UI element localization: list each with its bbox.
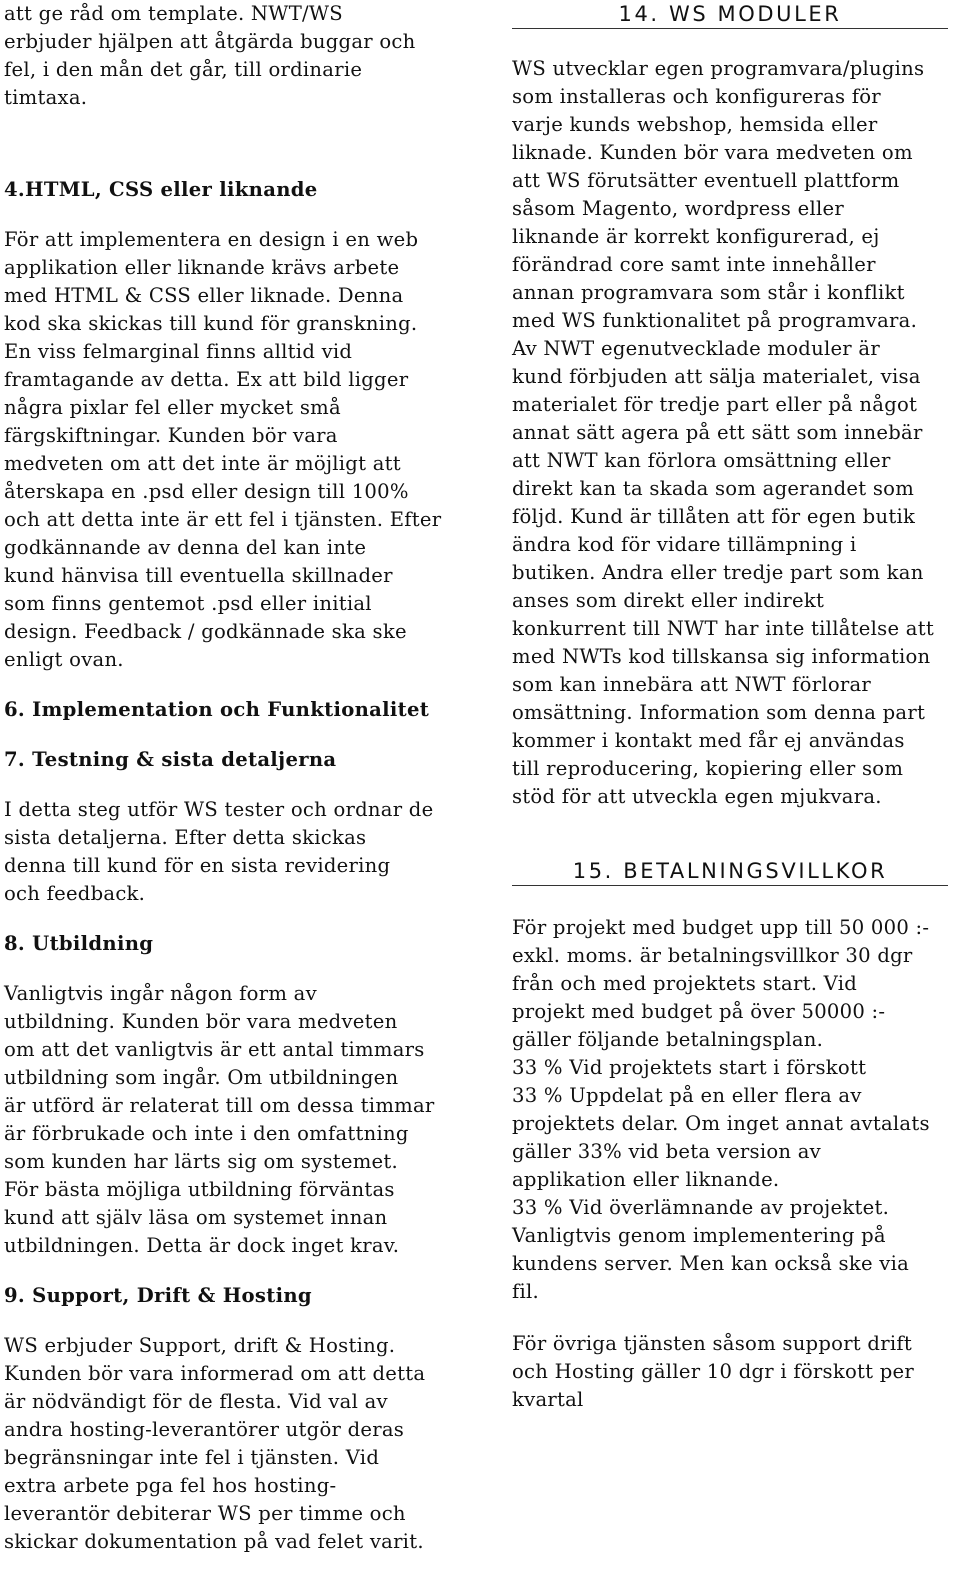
section-14-heading-bar — [512, 0, 948, 29]
section-8-body: Vanligtvis ingår någon form av utbildning. Kunden bör vara medveten om att det vanligtvis är ett antal timmars utbildning som ingår. Om utbildningen är utförd är relaterat till om dessa timmar är förbrukade och inte i den omfattning som kunden har lärts sig om systemet. För bästa möjliga utbildning förväntas kund att själv läsa om systemet innan utbildningen. Detta är dock inget krav. — [4, 982, 435, 1257]
section-15-body-extra: För övriga tjänsten såsom support drift och Hosting gäller 10 dgr i förskott per kvartal — [512, 1332, 914, 1411]
section-4-heading: 4.HTML, CSS eller liknande — [4, 178, 318, 201]
section-6-heading: 6. Implementation och Funktionalitet — [4, 698, 430, 721]
section-15-body: För projekt med budget upp till 50 000 :- exkl. moms. är betalningsvillkor 30 dgr från och med projektets start. Vid projekt med budget på över 50000 :- gäller följande betalningsplan. 33 % Vid projektets start i förskott 33 % Uppdelat på en eller flera av projektets delar. Om inget annat avtalats gäller 33% vid beta version av applikation eller liknande. 33 % Vid överlämnande av projektet. Vanligtvis genom implementering på kundens server. Men kan också ske via fil. — [512, 916, 930, 1303]
section-7-body: I detta steg utför WS tester och ordnar de sista detaljerna. Efter detta skickas denna till kund för en sista revidering och feedback. — [4, 798, 434, 905]
section-14-body: WS utvecklar egen programvara/plugins som installeras och konfigureras för varje kunds webshop, hemsida eller liknade. Kunden bör vara medveten om att WS förutsätter eventuell plattform såsom Magento, wordpress eller liknande är korrekt konfigurerad, ej förändrad core samt inte innehåller annan programvara som står i konflikt med WS funktionalitet på programvara. Av NWT egenutvecklade moduler är kund förbjuden att sälja materialet, visa materialet för tredje part eller på något annat sätt agera på ett sätt som innebär att NWT kan förlora omsättning eller direkt kan ta skada som agerandet som följd. Kund är tillåten att för egen butik ändra kod för vidare tillämpning i butiken. Andra eller tredje part som kan anses som direkt eller indirekt konkurrent till NWT har inte tillåtelse att med NWTs kod tillskansa sig information som kan innebära att NWT förlorar omsättning. Information som denna part kommer i kontakt med får ej användas till reproducering, kopiering eller som stöd för att utveckla egen mjukvara. — [512, 57, 934, 808]
section-8-heading: 8. Utbildning — [4, 932, 154, 955]
intro-paragraph: att ge råd om template. NWT/WS erbjuder hjälpen att åtgärda buggar och fel, i den mån det går, till ordinarie timtaxa. — [4, 2, 416, 109]
section-9-body: WS erbjuder Support, drift & Hosting. Kunden bör vara informerad om att detta är nödvändigt för de flesta. Vid val av andra hosting-leverantörer utgör deras begränsningar inte fel i tjänsten. Vid extra arbete pga fel hos hosting- leverantör debiterar WS per timme och skickar dokumentation på vad felet varit. — [4, 1334, 426, 1553]
left-column — [4, 0, 494, 1556]
section-7-heading: 7. Testning & sista detaljerna — [4, 748, 337, 771]
section-14-heading: 14. WS MODULER — [618, 2, 842, 26]
section-4-body: För att implementera en design i en web applikation eller liknande krävs arbete med HTML & CSS eller liknade. Denna kod ska skickas till kund för granskning. En viss felmarginal finns alltid vid framtagande av detta. Ex att bild ligger några pixlar fel eller mycket små färgskiftningar. Kunden bör vara medveten om att det inte är möjligt att återskapa en .psd eller design till 100% och att detta inte är ett fel i tjänsten. Efter godkännande av denna del kan inte kund hänvisa till eventuella skillnader som finns gentemot .psd eller initial design. Feedback / godkännade ska ske enligt ovan. — [4, 228, 442, 671]
right-column — [512, 0, 956, 1414]
section-9-heading: 9. Support, Drift & Hosting — [4, 1284, 312, 1307]
section-15-heading: 15. BETALNINGSVILLKOR — [572, 859, 888, 883]
section-15-heading-bar — [512, 857, 948, 886]
